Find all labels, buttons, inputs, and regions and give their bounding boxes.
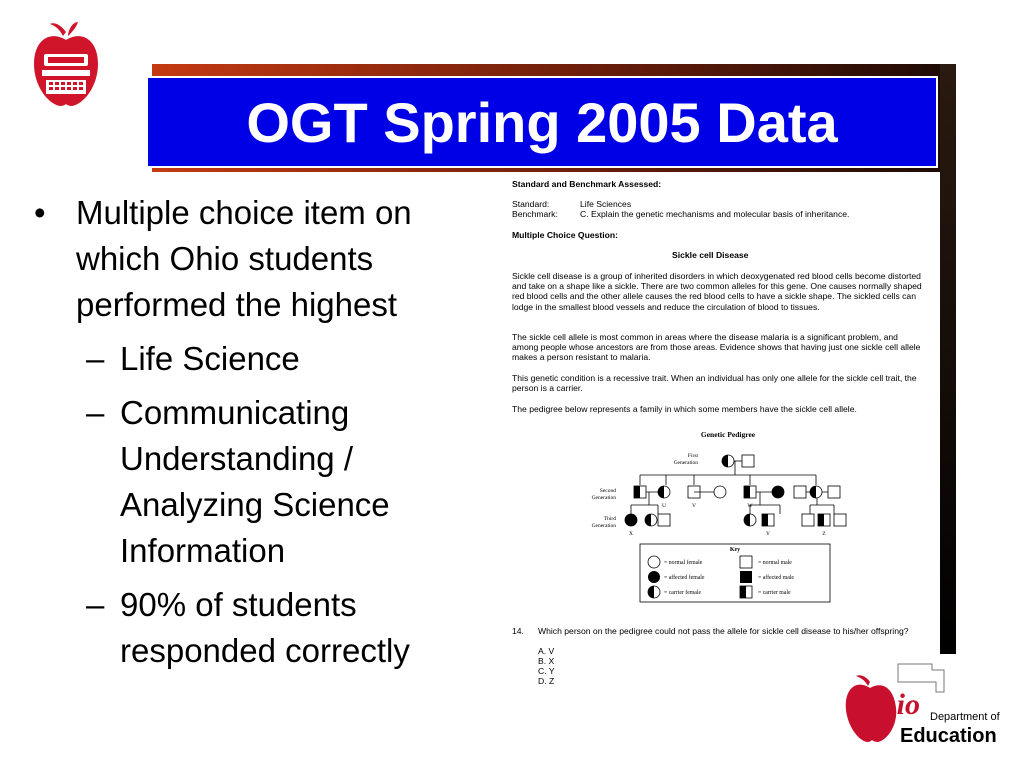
gen2-label-a: Second xyxy=(599,488,616,494)
label-w: W xyxy=(747,503,753,509)
key-normal-male: = normal male xyxy=(758,560,792,566)
key-carrier-male: = carrier male xyxy=(758,590,791,596)
question-number: 14. xyxy=(512,626,524,636)
passage-paragraph-3: This genetic condition is a recessive trait. When an individual has only one allele for the sickle cell trait, the person is a carrier. xyxy=(512,373,917,394)
option-d: D. Z xyxy=(538,676,555,686)
passage-title: Sickle cell Disease xyxy=(672,250,749,260)
option-b: B. X xyxy=(538,656,555,666)
bullet-glyph: • xyxy=(34,194,46,231)
education-text: Education xyxy=(900,725,997,747)
key-normal-female: = normal female xyxy=(664,560,703,566)
sub-bullet-text: Communicating Understanding / Analyzing Science Information xyxy=(120,394,390,569)
bullet-list xyxy=(30,190,490,674)
gen1-label-b: Generation xyxy=(673,460,698,466)
gen3-label-a: Third xyxy=(603,516,616,522)
gen1-label-a: First xyxy=(687,453,698,459)
dash-glyph: – xyxy=(86,586,105,623)
mc-heading: Multiple Choice Question: xyxy=(512,230,618,240)
passage-paragraph-1: Sickle cell disease is a group of inherited disorders in which deoxygenated red blood cells become distorted and take on a shape like a sickle. There are two common alleles for this gene. One causes normally shaped red blood cells and the other allele causes the red blood cells to have a sickle shape. The sickled cells can lodge in the smallest blood vessels and reduce the circulation of blood to tissues. xyxy=(512,271,922,312)
benchmark-value: C. Explain the genetic mechanisms and molecular basis of inheritance. xyxy=(580,209,850,219)
passage-paragraph-2: The sickle cell allele is most common in areas where the disease malaria is a significant problem, and among people whose ancestors are from those areas. Evidence shows that having just one sickle cell allele makes a person resistant to malaria. xyxy=(512,332,921,363)
passage-paragraph-4: The pedigree below represents a family in which some members have the sickle cell allele. xyxy=(512,404,857,414)
standard-heading: Standard and Benchmark Assessed: xyxy=(512,179,662,189)
key-title: Key xyxy=(729,547,741,553)
sub-bullet-text: Life Science xyxy=(120,340,300,377)
label-x: X xyxy=(629,531,633,537)
label-z: Z xyxy=(822,531,826,537)
test-item-document xyxy=(488,172,940,702)
title-banner xyxy=(146,76,938,168)
bullet-main xyxy=(30,190,490,328)
sub-bullet-3 xyxy=(30,582,490,674)
dash-glyph: – xyxy=(86,340,105,377)
genetic-pedigree xyxy=(488,427,940,607)
label-u: U xyxy=(662,503,666,509)
sub-bullet-text: 90% of students responded correctly xyxy=(120,586,410,669)
key-carrier-female: = carrier female xyxy=(664,590,702,596)
dept-of-text: Department of xyxy=(930,711,1000,723)
option-a: A. V xyxy=(538,646,555,656)
standard-label: Standard: xyxy=(512,199,550,209)
gen3-label-b: Generation xyxy=(591,523,616,529)
option-c: C. Y xyxy=(538,666,555,676)
label-v: V xyxy=(692,503,696,509)
key-affected-male: = affected male xyxy=(758,575,794,581)
school-apple-logo xyxy=(30,20,102,110)
benchmark-label: Benchmark: xyxy=(512,209,558,219)
question-text: Which person on the pedigree could not pass the allele for sickle cell disease to his/her offspring? xyxy=(538,626,909,636)
dash-glyph: – xyxy=(86,394,105,431)
gen2-label-b: Generation xyxy=(591,495,616,501)
ohio-education-logo xyxy=(840,662,1010,752)
ohio-wordmark: hio xyxy=(880,688,921,721)
right-edge-shadow xyxy=(940,64,956,654)
slide-title: OGT Spring 2005 Data xyxy=(246,90,838,154)
key-affected-female: = affected female xyxy=(664,575,705,581)
sub-bullet-1 xyxy=(30,336,490,382)
bullet-main-text: Multiple choice item on which Ohio students performed the highest xyxy=(76,194,412,323)
standard-value: Life Sciences xyxy=(580,199,632,209)
sub-bullet-2 xyxy=(30,390,490,574)
pedigree-title: Genetic Pedigree xyxy=(700,430,756,439)
label-y: Y xyxy=(766,531,770,537)
